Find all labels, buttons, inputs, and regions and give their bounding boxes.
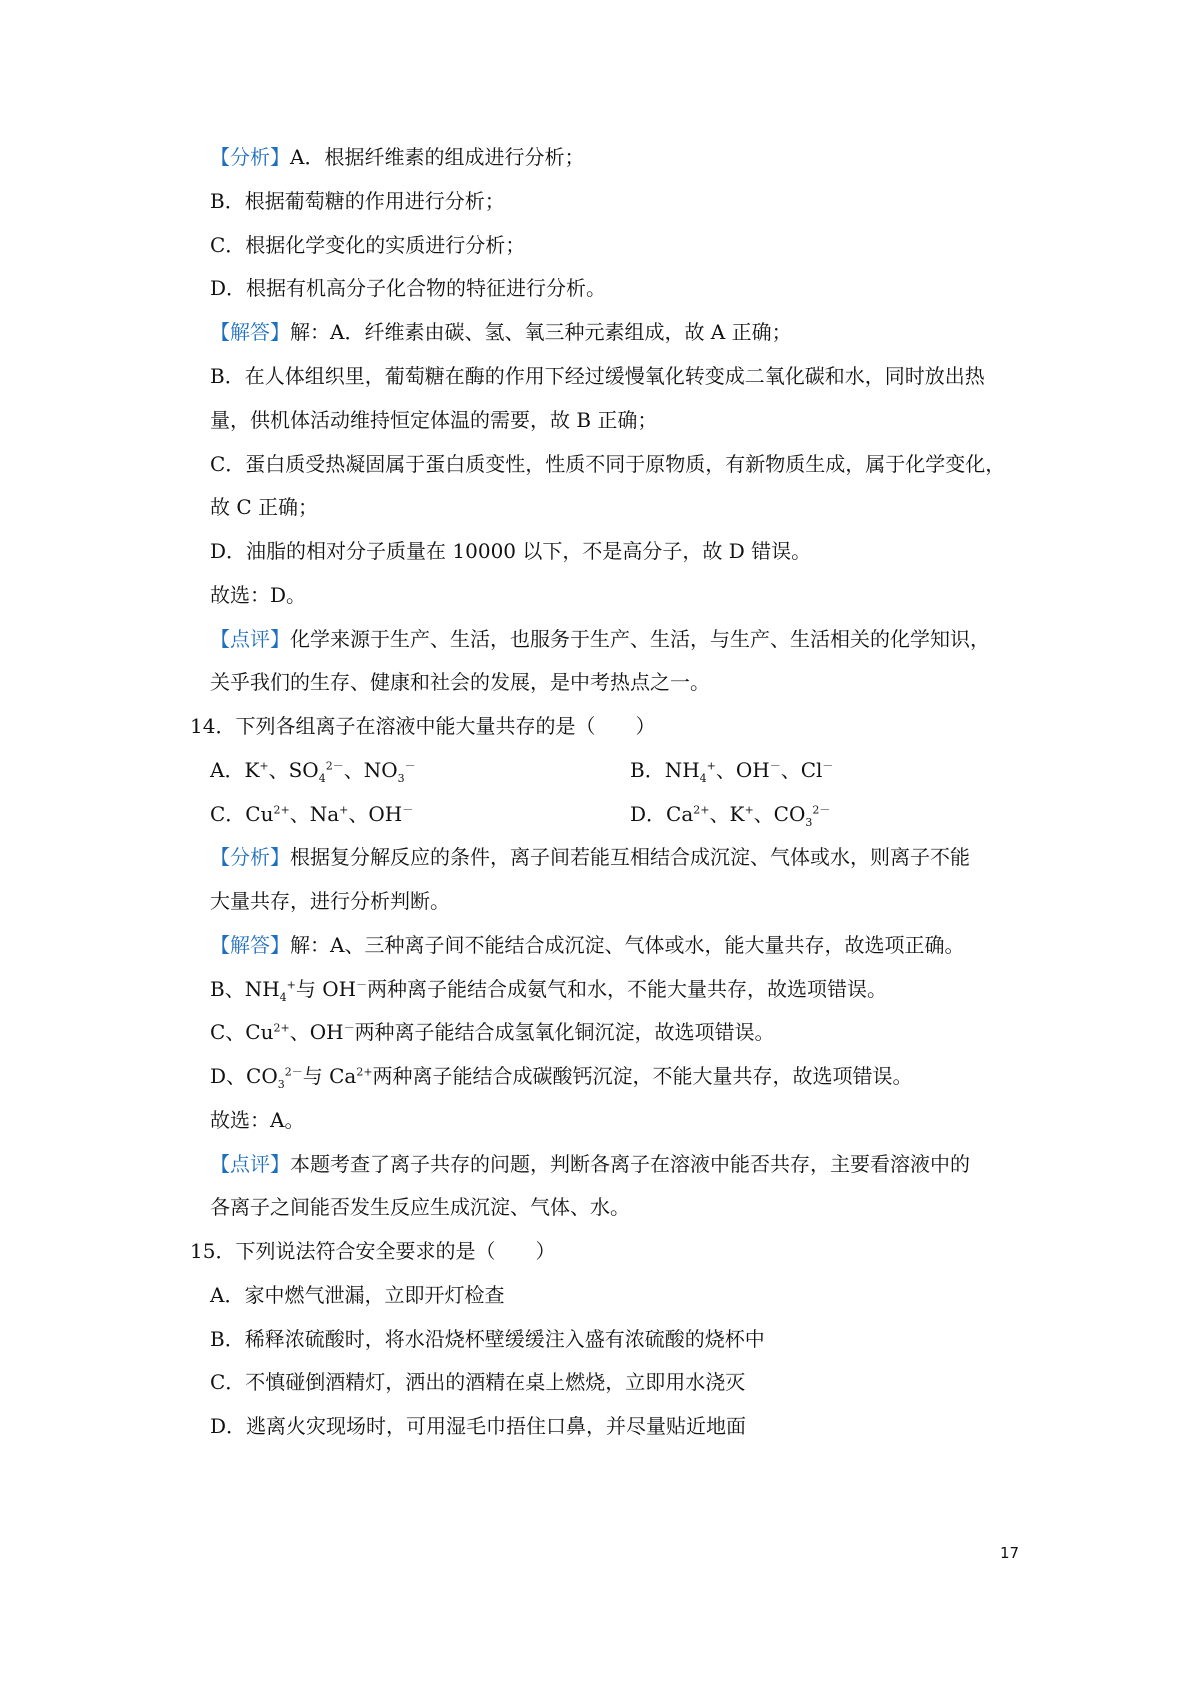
- q14-option-d: D．$Ca^{2+}$、K+、$CO_3^{2-}$: [630, 802, 831, 829]
- q13-comment-1: 【点评】化学来源于生产、生活，也服务于生产、生活，与生产、生活相关的化学知识，: [210, 627, 990, 651]
- q15-option-a: A．家中燃气泄漏，立即开灯检查: [210, 1283, 505, 1307]
- q14-answer-d: D、$CO_3^{2-}$与 $Ca^{2+}$两种离子能结合成碳酸钙沉淀，不能大量共存，故选项错误。: [210, 1064, 913, 1091]
- q14-options-row-2: [210, 799, 831, 829]
- analysis-tag: 【分析】: [210, 845, 290, 869]
- q13-answer-b1: B．在人体组织里，葡萄糖在酶的作用下经过缓慢氧化转变成二氧化碳和水，同时放出热: [210, 364, 985, 388]
- answer-tag: 【解答】: [210, 320, 290, 344]
- q14-comment-1: 【点评】本题考查了离子共存的问题，判断各离子在溶液中能否共存，主要看溶液中的: [210, 1152, 970, 1176]
- answer-tag: 【解答】: [210, 933, 290, 957]
- q14-answer-c: C、$Cu^{2+}$、OH－两种离子能结合成氢氧化铜沉淀，故选项错误。: [210, 1020, 775, 1044]
- q14-comment-2: 各离子之间能否发生反应生成沉淀、气体、水。: [210, 1195, 630, 1219]
- q14-option-a: A．K+、$SO_4^{2-}$、$NO_3^-$: [210, 758, 416, 785]
- q14-answer-a: 【解答】解：A、三种离子间不能结合成沉淀、气体或水，能大量共存，故选项正确。: [210, 933, 965, 957]
- q13-analysis-d: D．根据有机高分子化合物的特征进行分析。: [210, 276, 607, 300]
- q14-analysis-2: 大量共存，进行分析判断。: [210, 889, 450, 913]
- comment-tag: 【点评】: [210, 1152, 290, 1176]
- q13-answer-a: 【解答】解：A．纤维素由碳、氢、氧三种元素组成，故 A 正确；: [210, 320, 792, 344]
- q14-choice: 故选：A。: [210, 1108, 305, 1132]
- q14-answer-b: B、$NH_4^+$与 OH－两种离子能结合成氨气和水，不能大量共存，故选项错误。: [210, 977, 888, 1004]
- q13-answer-c1: C．蛋白质受热凝固属于蛋白质变性，性质不同于原物质，有新物质生成，属于化学变化，: [210, 452, 1006, 476]
- q13-analysis-b: B．根据葡萄糖的作用进行分析；: [210, 189, 505, 213]
- q15-option-c: C．不慎碰倒酒精灯，洒出的酒精在桌上燃烧，立即用水浇灭: [210, 1370, 746, 1394]
- q14-analysis-1: 【分析】根据复分解反应的条件，离子间若能互相结合成沉淀、气体或水，则离子不能: [210, 845, 970, 869]
- q13-answer-d: D．油脂的相对分子质量在 10000 以下，不是高分子，故 D 错误。: [210, 539, 812, 563]
- q14-options-row-1: [210, 755, 834, 785]
- q13-answer-c2: 故 C 正确；: [210, 495, 319, 519]
- q13-analysis-a: 【分析】A．根据纤维素的组成进行分析；: [210, 145, 585, 169]
- q13-comment-2: 关乎我们的生存、健康和社会的发展，是中考热点之一。: [210, 670, 710, 694]
- q15-option-b: B．稀释浓硫酸时，将水沿烧杯壁缓缓注入盛有浓硫酸的烧杯中: [210, 1327, 765, 1351]
- analysis-tag: 【分析】: [210, 145, 290, 169]
- q13-answer-b2: 量，供机体活动维持恒定体温的需要，故 B 正确；: [210, 408, 658, 432]
- q13-analysis-c: C．根据化学变化的实质进行分析；: [210, 233, 526, 257]
- q15-stem: 15．下列说法符合安全要求的是（ ）: [190, 1239, 556, 1263]
- comment-tag: 【点评】: [210, 627, 290, 651]
- q14-stem: 14．下列各组离子在溶液中能大量共存的是（ ）: [190, 714, 656, 738]
- q14-option-b: B．$NH_4^+$、OH－、Cl－: [630, 758, 834, 785]
- page-number: 17: [1000, 1544, 1020, 1562]
- q14-option-c: C．$Cu^{2+}$、Na+、OH－: [210, 802, 414, 826]
- q13-choice: 故选：D。: [210, 583, 307, 607]
- q15-option-d: D．逃离火灾现场时，可用湿毛巾捂住口鼻，并尽量贴近地面: [210, 1414, 747, 1438]
